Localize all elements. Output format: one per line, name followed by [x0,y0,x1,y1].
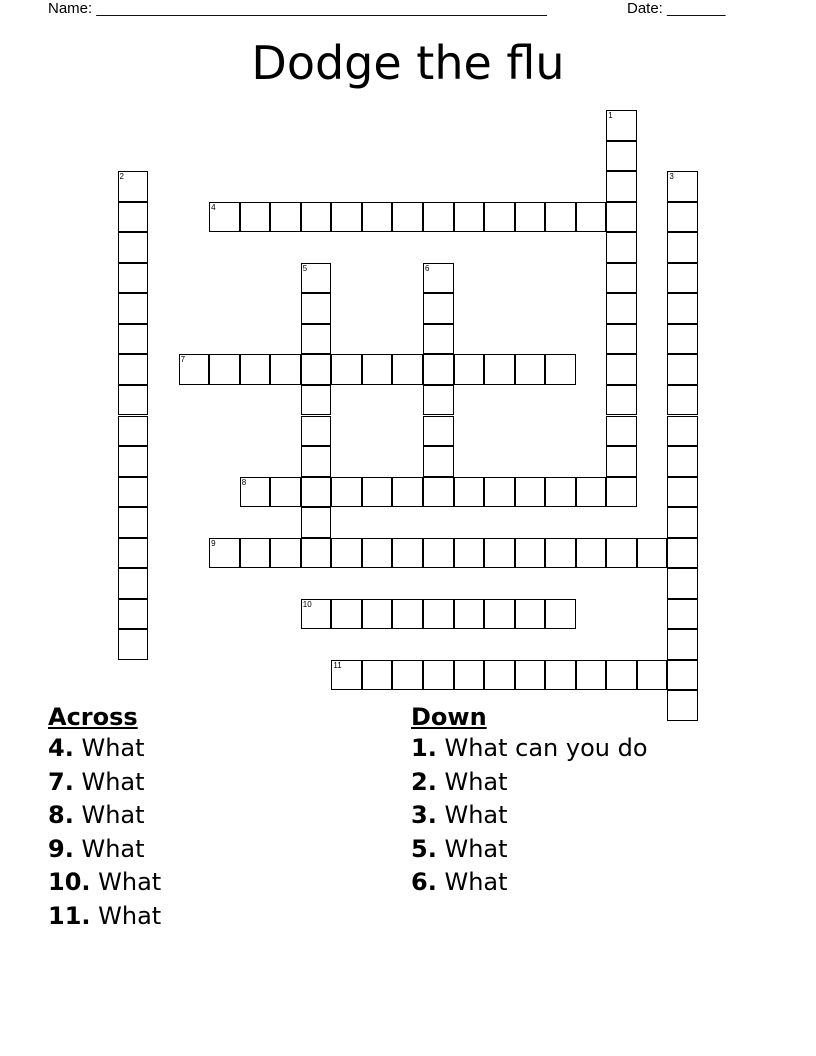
grid-cell[interactable] [118,507,149,538]
grid-cell[interactable] [667,568,698,599]
across-clue [48,766,161,800]
clue-text: What [436,868,508,896]
grid-cell[interactable] [667,202,698,233]
grid-cell[interactable] [423,263,454,294]
clue-number: 8 [241,477,247,487]
grid-cell[interactable] [118,263,149,294]
clue-text: What [73,734,145,762]
grid-cell[interactable] [240,202,271,233]
clue-num: 7. [48,767,74,796]
clue-text: What [436,834,508,863]
grid-cell[interactable] [454,354,485,385]
grid-cell[interactable] [637,660,668,691]
down-clue [411,766,648,800]
grid-cell[interactable] [301,599,332,630]
grid-cell[interactable] [270,354,301,385]
grid-cell[interactable] [423,324,454,355]
grid-cell[interactable] [545,354,576,385]
across-clue [48,866,161,900]
grid-cell[interactable] [118,599,149,630]
clue-num: 8. [48,801,74,829]
down-clue-list [411,732,648,900]
grid-cell[interactable] [209,538,240,569]
down-clue [411,833,648,867]
grid-cell[interactable] [118,538,149,569]
grid-cell[interactable] [454,599,485,630]
grid-cell[interactable] [667,538,698,569]
grid-cell[interactable] [545,599,576,630]
grid-cell[interactable] [331,660,362,691]
across-clue [48,900,161,934]
clue-text: What [90,868,162,896]
grid-cell[interactable] [667,171,698,202]
grid-cell[interactable] [667,232,698,263]
grid-cell[interactable] [606,477,637,508]
grid-cell[interactable] [392,660,423,691]
clue-number: 1 [608,111,613,120]
grid-cell[interactable] [301,477,332,508]
clue-num: 11. [48,901,91,930]
grid-cell[interactable] [331,354,362,385]
clue-text: What [73,834,145,863]
grid-cell[interactable] [423,538,454,569]
grid-cell[interactable] [423,477,454,508]
across-clue-list [48,732,161,933]
grid-cell[interactable] [118,446,149,477]
grid-cell[interactable] [667,660,698,691]
down-heading: Down [411,703,487,731]
down-clue [411,732,648,766]
grid-cell[interactable] [118,324,149,355]
grid-cell[interactable] [606,263,637,294]
grid-cell[interactable] [637,538,668,569]
grid-cell[interactable] [423,385,454,416]
grid-cell[interactable] [118,171,149,202]
grid-cell[interactable] [118,477,149,508]
grid-cell[interactable] [545,660,576,691]
grid-cell[interactable] [331,202,362,233]
grid-cell[interactable] [667,416,698,447]
across-clue [48,799,161,833]
grid-cell[interactable] [301,538,332,569]
puzzle-title: Dodge the flu [251,36,565,90]
clue-number: 5 [302,263,308,273]
down-clues [411,702,648,900]
grid-cell[interactable] [118,202,149,233]
across-clues [48,702,161,933]
grid-cell[interactable] [484,538,515,569]
grid-cell[interactable] [331,599,362,630]
grid-cell[interactable] [545,477,576,508]
grid-cell[interactable] [270,202,301,233]
grid-cell[interactable] [301,324,332,355]
grid-cell[interactable] [301,354,332,385]
grid-cell[interactable] [240,538,271,569]
grid-cell[interactable] [209,202,240,233]
grid-cell[interactable] [667,385,698,416]
grid-cell[interactable] [362,477,393,508]
grid-cell[interactable] [118,354,149,385]
clue-num: 2. [411,767,437,796]
clue-num: 9. [48,834,74,863]
grid-cell[interactable] [606,446,637,477]
grid-cell[interactable] [606,538,637,569]
grid-cell[interactable] [423,202,454,233]
grid-cell[interactable] [423,446,454,477]
grid-cell[interactable] [209,354,240,385]
grid-cell[interactable] [392,477,423,508]
grid-cell[interactable] [270,477,301,508]
grid-cell[interactable] [392,202,423,233]
name-field[interactable]: Name: ______________________________________________________ [48,0,547,17]
grid-cell[interactable] [118,629,149,660]
grid-cell[interactable] [331,477,362,508]
grid-cell[interactable] [576,538,607,569]
down-clue [411,799,648,833]
grid-cell[interactable] [423,354,454,385]
grid-cell[interactable] [118,293,149,324]
grid-cell[interactable] [423,416,454,447]
grid-cell[interactable] [484,477,515,508]
across-clue [48,732,161,766]
clue-number: 9 [211,538,216,548]
grid-cell[interactable] [362,599,393,630]
grid-cell[interactable] [606,110,637,141]
grid-cell[interactable] [118,416,149,447]
clue-number: 3 [669,172,674,182]
grid-cell[interactable] [392,538,423,569]
grid-cell[interactable] [179,354,210,385]
grid-cell[interactable] [606,385,637,416]
grid-cell[interactable] [362,660,393,691]
grid-cell[interactable] [301,263,332,294]
grid-cell[interactable] [515,202,546,233]
grid-cell[interactable] [515,477,546,508]
clue-num: 4. [48,734,74,762]
grid-cell[interactable] [454,538,485,569]
grid-cell[interactable] [606,202,637,233]
grid-cell[interactable] [545,538,576,569]
grid-cell[interactable] [667,629,698,660]
date-field[interactable]: Date: _______ [627,0,726,17]
grid-cell[interactable] [454,202,485,233]
grid-cell[interactable] [484,202,515,233]
grid-cell[interactable] [484,599,515,630]
grid-cell[interactable] [606,416,637,447]
clue-num: 3. [411,801,437,829]
grid-cell[interactable] [606,141,637,172]
across-clue [48,833,161,867]
grid-cell[interactable] [423,293,454,324]
grid-cell[interactable] [301,507,332,538]
grid-cell[interactable] [606,293,637,324]
clue-text: What [436,767,508,796]
grid-cell[interactable] [423,599,454,630]
grid-cell[interactable] [667,263,698,294]
grid-cell[interactable] [118,232,149,263]
grid-cell[interactable] [667,354,698,385]
grid-cell[interactable] [423,660,454,691]
clue-num: 1. [411,734,437,762]
grid-cell[interactable] [362,538,393,569]
grid-cell[interactable] [301,385,332,416]
grid-cell[interactable] [667,507,698,538]
grid-cell[interactable] [484,660,515,691]
grid-cell[interactable] [301,202,332,233]
grid-cell[interactable] [667,690,698,721]
grid-cell[interactable] [667,599,698,630]
clue-num: 6. [411,868,437,896]
grid-cell[interactable] [454,477,485,508]
clue-num: 10. [48,868,91,896]
grid-cell[interactable] [667,446,698,477]
grid-cell[interactable] [331,538,362,569]
clue-number: 4 [211,202,216,212]
clue-text: What [73,801,145,829]
grid-cell[interactable] [667,477,698,508]
clue-text: What [90,901,162,930]
grid-cell[interactable] [606,324,637,355]
grid-cell[interactable] [515,538,546,569]
grid-cell[interactable] [606,232,637,263]
grid-cell[interactable] [515,599,546,630]
grid-cell[interactable] [606,171,637,202]
grid-cell[interactable] [362,202,393,233]
grid-cell[interactable] [301,293,332,324]
grid-cell[interactable] [576,477,607,508]
grid-cell[interactable] [606,354,637,385]
clue-number: 2 [119,172,124,182]
grid-cell[interactable] [484,354,515,385]
clue-text: What [73,767,145,796]
clue-text: What can you do [436,734,648,762]
grid-cell[interactable] [392,599,423,630]
grid-cell[interactable] [545,202,576,233]
grid-cell[interactable] [362,354,393,385]
grid-cell[interactable] [392,354,423,385]
clue-number: 7 [180,355,186,365]
grid-cell[interactable] [240,354,271,385]
clue-number: 11 [333,660,342,670]
clue-num: 5. [411,834,437,863]
grid-cell[interactable] [606,660,637,691]
grid-cell[interactable] [576,202,607,233]
down-clue [411,866,648,900]
grid-cell[interactable] [240,477,271,508]
clue-number: 10 [302,599,312,609]
grid-cell[interactable] [270,538,301,569]
grid-cell[interactable] [667,293,698,324]
grid-cell[interactable] [301,416,332,447]
clue-number: 6 [425,263,430,273]
clue-text: What [436,801,508,829]
grid-cell[interactable] [301,446,332,477]
grid-cell[interactable] [118,568,149,599]
grid-cell[interactable] [454,660,485,691]
grid-cell[interactable] [515,354,546,385]
grid-cell[interactable] [515,660,546,691]
grid-cell[interactable] [576,660,607,691]
grid-cell[interactable] [667,324,698,355]
grid-cell[interactable] [118,385,149,416]
across-heading: Across [48,703,138,731]
